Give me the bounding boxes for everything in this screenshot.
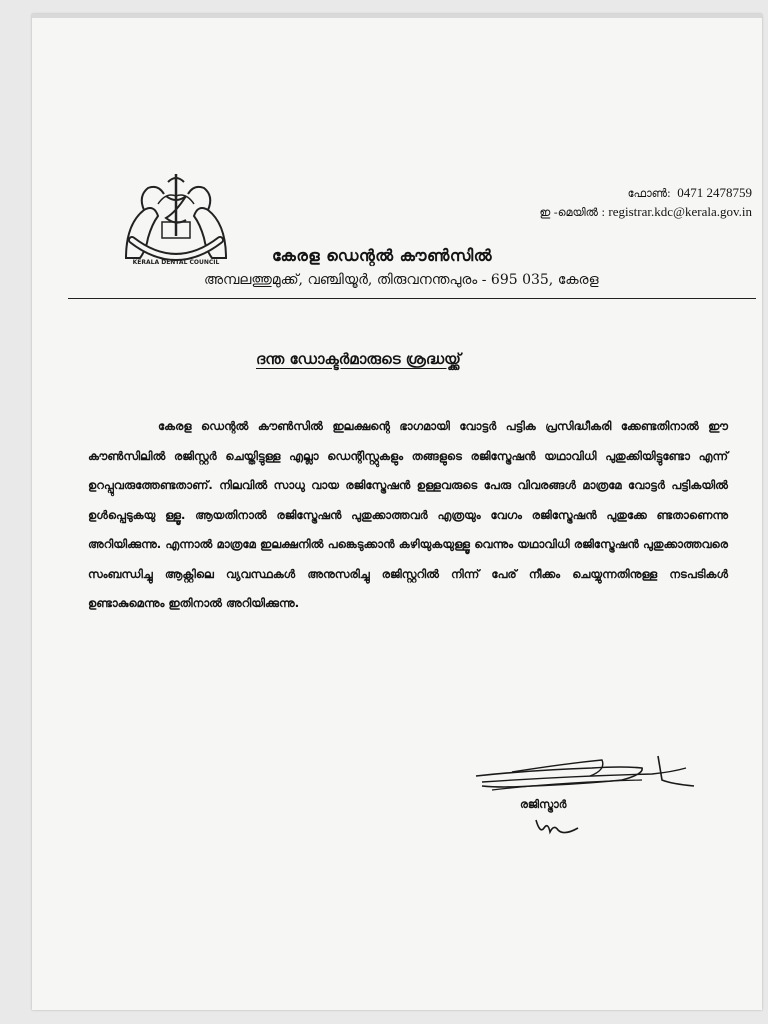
letter-page <box>32 14 762 1010</box>
initials-mark <box>534 814 580 838</box>
registrar-signature <box>472 746 702 806</box>
header-divider <box>68 298 756 299</box>
email-address: registrar.kdc@kerala.gov.in <box>608 204 752 219</box>
email-label: ഇ -മെയിൽ : <box>539 206 606 219</box>
organization-address: അമ്പലത്തുമുക്ക്, വഞ്ചിയൂർ, തിരുവനന്തപുരം - 695 035, കേരള <box>204 272 599 288</box>
notice-title: ദന്ത ഡോക്ടർമാരുടെ ശ്രദ്ധയ്ക്ക് <box>256 350 461 368</box>
emblem-seal-text: KERALA DENTAL COUNCIL <box>132 259 220 266</box>
contact-block <box>539 184 752 222</box>
kerala-dental-council-emblem-icon <box>118 166 234 268</box>
phone-number: 0471 2478759 <box>677 185 752 200</box>
signatory-title: രജിസ്ട്രാർ <box>520 798 567 811</box>
organization-name: കേരള ഡെന്റൽ കൗൺസിൽ <box>272 246 493 265</box>
notice-body: കേരള ഡെന്റൽ കൗൺസിൽ ഇലക്ഷന്റെ ഭാഗമായി വോട്ടർ പട്ടിക പ്രസിദ്ധീകരി ക്കേണ്ടതിനാൽ ഈ കൗൺസിലിൽ രജിസ്റ്റർ ചെയ്തിട്ടുള്ള എല്ലാ ഡെന്റിസ്റ്റുകളും തങ്ങളുടെ രജിസ്ട്രേഷൻ യഥാവിധി പുതുക്കിയിട്ടുണ്ടോ എന്ന് ഉറപ്പുവരുത്തേണ്ടതാണ്. നിലവിൽ സാധു വായ രജിസ്ട്രേഷൻ ഉള്ളവരുടെ പേരു വിവരങ്ങൾ മാത്രമേ വോട്ടർ പട്ടികയിൽ ഉൾപ്പെടുകയു ള്ളൂ. ആയതിനാൽ രജിസ്ട്രേഷൻ പുതുക്കാത്തവർ എത്രയും വേഗം രജിസ്ട്രേഷൻ പുതുക്കേ ണ്ടതാണെന്നു അറിയിക്കുന്നു. എന്നാൽ മാത്രമേ ഇലക്ഷനിൽ പങ്കെടുക്കാൻ കഴിയുകയുള്ളൂ വെന്നും യഥാവിധി രജിസ്ട്രേഷൻ പുതുക്കാത്തവരെ സംബന്ധിച്ചു ആക്റ്റിലെ വ്യവസ്ഥകൾ അനുസരിച്ചു രജിസ്റ്ററിൽ നിന്ന് പേര് നീക്കം ചെയ്യുന്നതിനുള്ള നടപടികൾ ഉണ്ടാകുമെന്നും ഇതിനാൽ അറിയിക്കുന്നു. <box>88 419 728 610</box>
email-line <box>539 203 752 222</box>
phone-line <box>539 184 752 203</box>
phone-label: ഫോൺ: <box>627 187 671 200</box>
